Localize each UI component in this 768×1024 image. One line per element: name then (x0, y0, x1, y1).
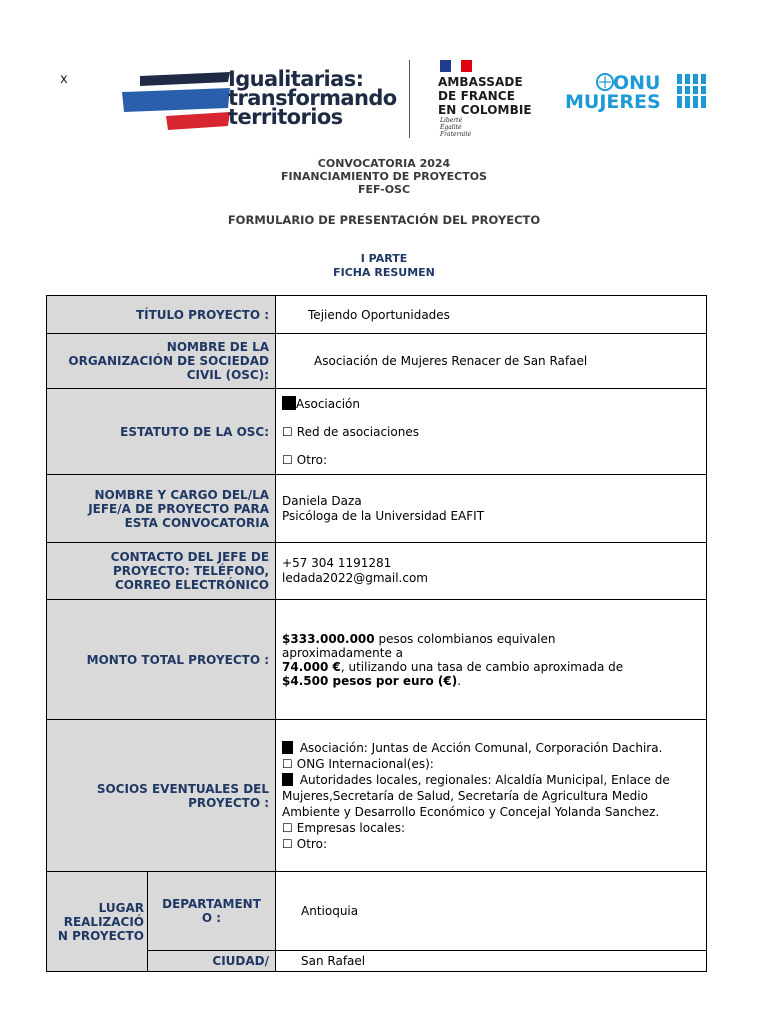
checkbox-icon[interactable]: ☐ (282, 836, 293, 851)
estatuto-option: Otro: (296, 453, 327, 467)
table-row (47, 334, 707, 389)
ciudad-value: San Rafael (276, 951, 707, 972)
estatuto-option: Red de asociaciones (296, 425, 419, 439)
republic-motto: Liberté Égalité Fraternité (440, 117, 472, 138)
contacto-label: CONTACTO DEL JEFE DE PROYECTO: TELÉFONO, CORREO ELECTRÓNICO (47, 543, 276, 600)
estatuto-value (276, 389, 707, 475)
close-icon[interactable]: x (60, 72, 68, 87)
table-row (47, 600, 707, 720)
email-address[interactable]: ledada2022@gmail.com (282, 571, 428, 585)
table-row (47, 475, 707, 543)
table-row (47, 720, 707, 872)
estatuto-label: ESTATUTO DE LA OSC: (47, 389, 276, 475)
ambassade-wordmark: AMBASSADE DE FRANCE EN COLOMBIE (438, 75, 532, 117)
checked-box-icon[interactable] (282, 773, 293, 786)
organizacion-value: Asociación de Mujeres Renacer de San Rafael (276, 334, 707, 389)
checkbox-icon[interactable]: ☐ (282, 820, 293, 835)
monto-label: MONTO TOTAL PROYECTO : (47, 600, 276, 720)
lugar-label: LUGAR REALIZACIÓ N PROYECTO (47, 872, 148, 972)
checkbox-icon[interactable]: ☐ (282, 756, 293, 771)
phone-number: +57 304 1191281 (282, 556, 392, 570)
table-row (47, 543, 707, 600)
form-title: FORMULARIO DE PRESENTACIÓN DEL PROYECTO (227, 213, 541, 227)
table-row (47, 389, 707, 475)
table-row (47, 872, 707, 951)
section-heading: I PARTE FICHA RESUMEN (333, 252, 435, 279)
titulo-value: Tejiendo Oportunidades (276, 296, 707, 334)
titulo-label: TÍTULO PROYECTO : (47, 296, 276, 334)
table-row (47, 296, 707, 334)
jefe-value: Daniela Daza Psicóloga de la Universidad EAFIT (276, 475, 707, 543)
contacto-value (276, 543, 707, 600)
igualitarias-wordmark: Igualitarias: transformando territorios (228, 67, 397, 129)
jefe-label: NOMBRE Y CARGO DEL/LA JEFE/A DE PROYECTO PARA ESTA CONVOCATORIA (47, 475, 276, 543)
checked-box-icon[interactable] (282, 741, 293, 754)
checkbox-icon[interactable]: ☐ (282, 453, 293, 467)
departamento-value: Antioquia (276, 872, 707, 951)
ciudad-label: CIUDAD/ (148, 951, 276, 972)
onu-mujeres-wordmark: ONU MUJERES (565, 72, 661, 113)
estatuto-option: Asociación (296, 397, 360, 411)
organizacion-label: NOMBRE DE LA ORGANIZACIÓN DE SOCIEDAD CIVIL (OSC): (47, 334, 276, 389)
socios-label: SOCIOS EVENTUALES DEL PROYECTO : (47, 720, 276, 872)
checked-box-icon[interactable] (282, 396, 296, 410)
summary-table (46, 295, 707, 972)
socios-value: Asociación: Juntas de Acción Comunal, Corporación Dachira. ☐ ONG Internacional(es): Autoridades locales, regionales: Alcaldía Municipal, Enlace de Mujeres,Secretaría de Salud, Secretaría de Agricultura Medio Ambiente y Desarrollo Económico y Concejal Yolanda Sanchez. ☐ Empresas locales: ☐ Otro: (276, 720, 707, 872)
french-flag-icon (440, 60, 472, 72)
checkbox-icon[interactable]: ☐ (282, 425, 293, 439)
logo-divider (409, 60, 410, 138)
monto-value: $333.000.000 pesos colombianos equivalen aproximadamente a 74.000 €, utilizando una tasa de cambio aproximada de $4.500 pesos por euro (€). (276, 600, 707, 720)
departamento-label: DEPARTAMENT O : (148, 872, 276, 951)
convocatoria-heading: CONVOCATORIA 2024 FINANCIAMIENTO DE PROYECTOS FEF-OSC (281, 157, 487, 196)
